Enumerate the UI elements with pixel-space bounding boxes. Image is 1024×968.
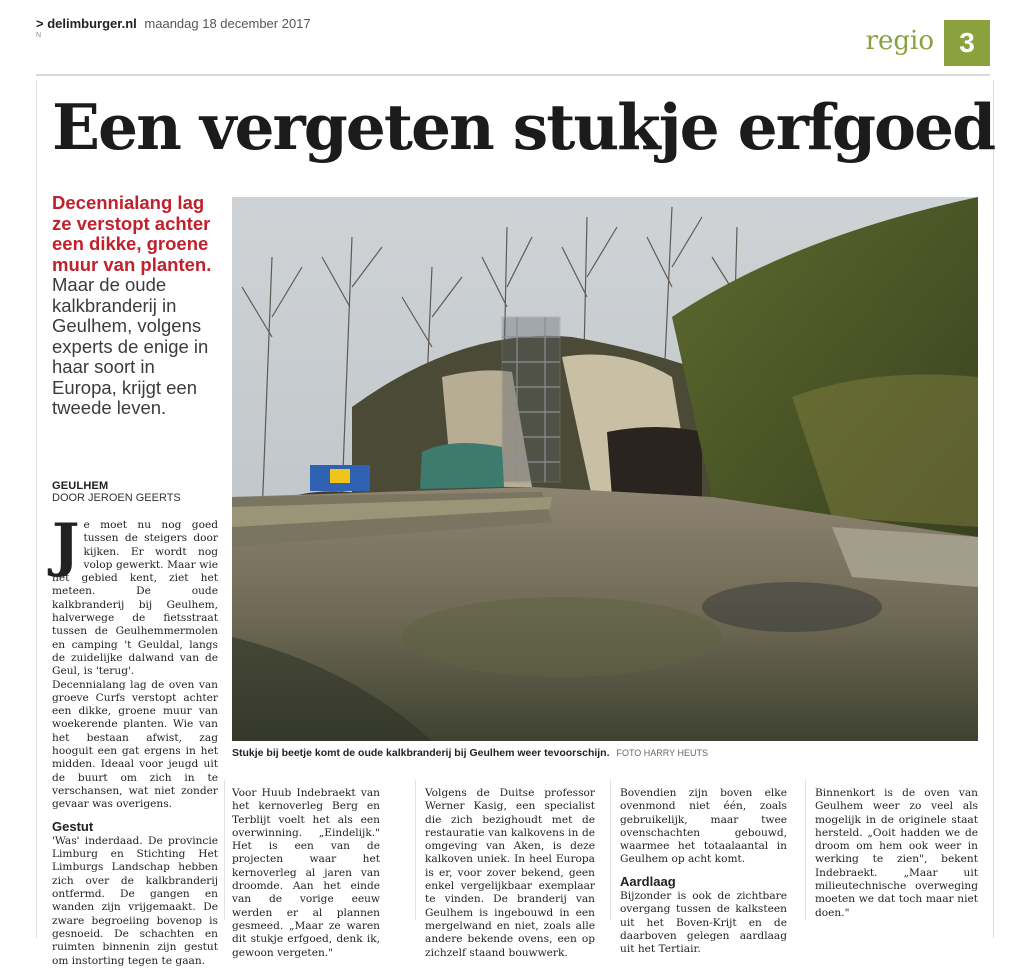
column-5 <box>815 787 978 921</box>
column-3 <box>425 787 595 959</box>
section-label: regio <box>865 26 934 56</box>
paragraph-1-text: e moet nu nog goed tussen de steigers door kijken. Er wordt nog volop gewerkt. Maar wie het gebied kent, ziet het meteen. De oude kalkbranderij bij Geulhem, halverwege de fietsstraat tussen de Geulhemmermolen en camping 't Geuldal, langs de zuidelijke dalwand van de Geul, is 'terug'. <box>52 519 218 678</box>
column-2 <box>232 787 380 959</box>
site-name[interactable]: > delimburger.nl <box>36 16 137 31</box>
column-divider <box>805 780 806 920</box>
paragraph-8: Binnenkort is de oven van Geulhem weer zo veel als mogelijk in de originele staat hersteld. „Ooit hadden we de droom om hem ook weer in werking te zien", bekent Indebraekt. „Maar uit milieutechnische overweging moeten we dat toch maar niet doen." <box>815 787 978 919</box>
paragraph-6: Bovendien zijn boven elke ovenmond niet één, zoals gebruikelijk, maar twee ovenschachten gebouwd, waarmee het totaalaantal in Geulhem op acht komt. <box>620 787 787 866</box>
subhead-gestut: Gestut <box>52 818 94 834</box>
paragraph-7: Bijzonder is ook de zichtbare overgang tussen de kalksteen uit het Boven-Krijt en de daarboven gelegen aardlaag uit het Tertiair. <box>620 890 787 956</box>
page-number-badge: 3 <box>944 20 990 66</box>
column-divider <box>610 780 611 920</box>
column-divider <box>224 780 225 920</box>
dateline: GEULHEM <box>52 480 109 492</box>
subhead-aardlaag: Aardlaag <box>620 873 676 889</box>
column-4 <box>620 787 787 956</box>
publication-date: maandag 18 december 2017 <box>144 16 311 31</box>
drop-cap: J <box>52 511 80 579</box>
column-divider <box>415 780 416 920</box>
intro-highlight: Decennialang lag ze verstopt achter een dikke, groene muur van planten. <box>52 192 212 275</box>
photo-credit: FOTO HARRY HEUTS <box>616 748 708 758</box>
photo-kalkbranderij <box>232 197 978 741</box>
top-rule <box>36 74 990 76</box>
paragraph-1 <box>52 511 218 679</box>
column-1 <box>52 511 218 967</box>
masthead-site[interactable] <box>36 16 311 31</box>
headline: Een vergeten stukje erfgoed <box>52 90 995 164</box>
mini-mark: N <box>36 32 42 39</box>
paragraph-5: Volgens de Duitse professor Werner Kasig, een specialist die zich bezighoudt met de restauratie van kalkovens in de omgeving van Aken, is deze kalkoven uniek. In heel Europa is er, voor zover bekend, geen enkel vergelijkbaar exemplaar te vinden. De branderij van Geulhem is ingebouwd in een mergelwand en niet, zoals alle andere bekende ovens, een op zichzelf staand bouwwerk. <box>425 787 595 959</box>
article-photo <box>232 197 978 741</box>
byline <box>52 480 232 504</box>
intro-text: Maar de oude kalkbranderij in Geulhem, volgens experts de enige in haar soort in Europa, krijgt een tweede leven. <box>52 274 209 418</box>
intro <box>52 193 222 419</box>
caption-text: Stukje bij beetje komt de oude kalkbranderij bij Geulhem weer tevoorschijn. <box>232 747 610 759</box>
paragraph-2: Decennialang lag de oven van groeve Curfs verstopt achter een dikke, groene muur van woekerende planten. Wie van het bestaan afwist, zag hooguit een gat ergens in het midden. Ideaal voor jeugd uit de buurt om zich in te verschansen, wat niet zonder gevaar was overigens. <box>52 678 218 811</box>
paragraph-3: 'Was' inderdaad. De provincie Limburg en Stichting Het Limburgs Landschap hebben zich over de kalkbranderij ontfermd. De gangen en wanden zijn vrijgemaakt. De zware begroeiing bovenop is gesnoeid. De schachten en ruimten binnenin zijn gestut om instorting tegen te gaan. <box>52 834 218 967</box>
paragraph-4: Voor Huub Indebraekt van het kernoverleg Berg en Terblijt voelt het als een overwinning. „Eindelijk." Het is een van de projecten waar het kernoverleg al jaren van droomde. Aan het einde van de vorige eeuw werden er al plannen gesmeed. „Maar ze waren dit stukje erfgoed, denk ik, gewoon vergeten." <box>232 787 380 959</box>
photo-caption <box>232 747 982 759</box>
author: DOOR JEROEN GEERTS <box>52 492 181 504</box>
